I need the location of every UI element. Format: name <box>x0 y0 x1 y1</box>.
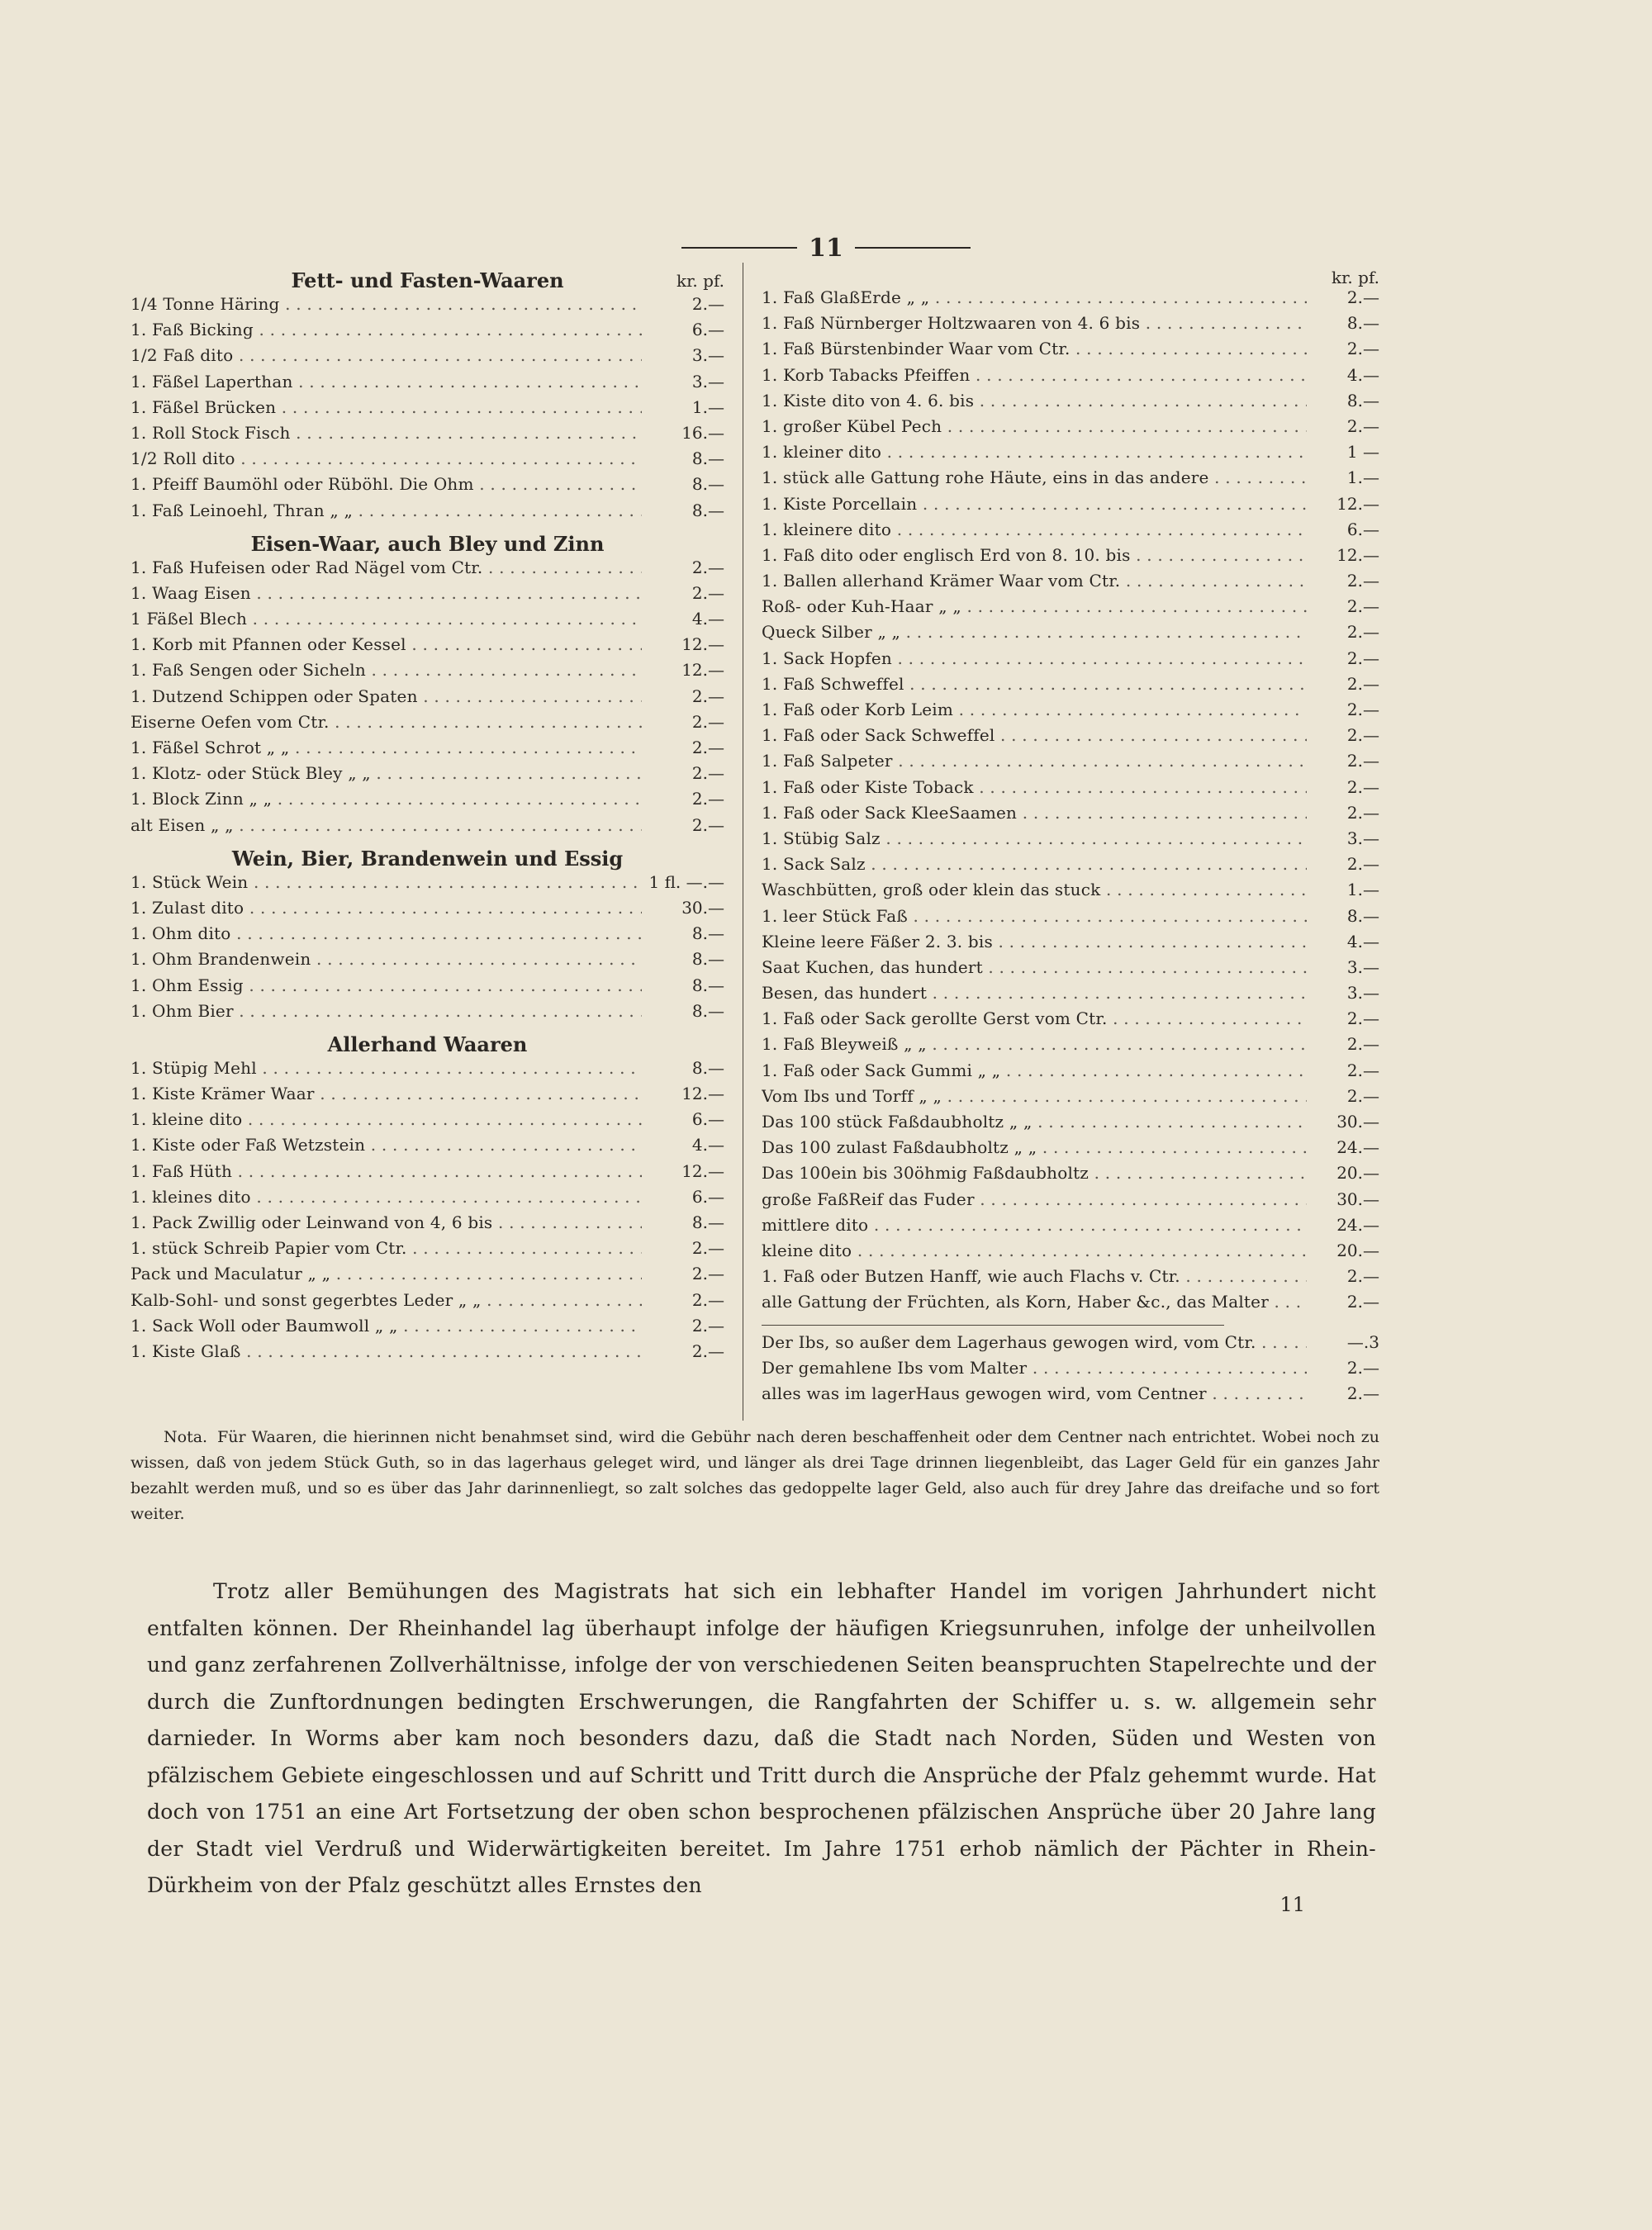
tariff-item-name: 1. leer Stück Faß . . . <box>762 906 1307 926</box>
ornament-line-right <box>855 247 971 249</box>
tariff-item-price: 4.— <box>642 1135 724 1155</box>
tariff-item-price: 12.— <box>642 1084 724 1103</box>
tariff-item-price: 12.— <box>1307 545 1379 565</box>
right-item-list <box>762 287 1379 1318</box>
tariff-row <box>762 339 1379 364</box>
tariff-item-price: 4.— <box>642 609 724 629</box>
tariff-item-name: 1. Kiste Krämer Waar . . . <box>131 1084 642 1103</box>
tariff-row <box>131 789 724 814</box>
tariff-item-price: 4.— <box>1307 365 1379 385</box>
nota-text: Für Waaren, die hierinnen nicht benahmset sind, wird die Gebühr nach deren beschaffenheit oder dem Centner nach entrichtet. Wobei noch zu wissen, daß von jedem Stück Guth, so in das lagerhaus geleget wird, und länger als drei Tage drinnen liegenbleibt, das Lager Geld für ein ganzes Jahr bezahlt werden muß, und so es über das Jahr darinnenliegt, so zalt solches das gedoppelte lager Geld, also auch für drey Jahre das dreifache und so fort weiter. <box>131 1428 1379 1523</box>
tariff-item-price: 12.— <box>642 660 724 680</box>
tariff-item-name: große FaßReif das Fuder . . . <box>762 1189 1307 1209</box>
tariff-item-name: Queck Silber „ „ . . . <box>762 622 1307 642</box>
tariff-row <box>762 1163 1379 1189</box>
tariff-item-name: 1. Kiste Porcellain . . . <box>762 494 1307 514</box>
tariff-item-price: 8.— <box>1307 313 1379 333</box>
tariff-row <box>131 1161 724 1187</box>
tariff-item-price: 2.— <box>1307 596 1379 616</box>
tariff-item-price: 6.— <box>642 320 724 339</box>
tariff-item-price: 1.— <box>1307 880 1379 899</box>
tariff-item-price: 12.— <box>642 634 724 654</box>
tariff-item-name: 1. Zulast dito . . . <box>131 898 642 918</box>
tariff-row <box>762 545 1379 571</box>
tariff-row <box>762 983 1379 1008</box>
tariff-row <box>762 674 1379 700</box>
tariff-row <box>762 700 1379 725</box>
section-heading <box>131 526 724 558</box>
tariff-row <box>131 1290 724 1316</box>
tariff-item-price: 2.— <box>1307 571 1379 591</box>
tariff-row <box>131 1058 724 1084</box>
tariff-row <box>762 467 1379 493</box>
tariff-item-price: 1 fl. —.— <box>642 872 724 892</box>
tariff-item-name: 1. Klotz- oder Stück Bley „ „ . . . <box>131 763 642 783</box>
tariff-item-price: 2.— <box>1307 751 1379 771</box>
tariff-item-name: kleine dito . . . <box>762 1241 1307 1260</box>
tariff-item-name: Pack und Maculatur „ „ . . . <box>131 1264 642 1283</box>
tariff-item-price: 20.— <box>1307 1241 1379 1260</box>
tariff-item-price: 8.— <box>642 949 724 969</box>
tariff-row <box>762 622 1379 648</box>
tariff-row <box>762 1383 1379 1409</box>
tariff-item-name: 1. Faß Bicking . . . <box>131 320 642 339</box>
tariff-row <box>762 1034 1379 1060</box>
tariff-item-name: 1. Korb Tabacks Pfeiffen . . . <box>762 365 1307 385</box>
tariff-row <box>762 442 1379 467</box>
tariff-item-price: 12.— <box>1307 494 1379 514</box>
tariff-item-price: 6.— <box>642 1187 724 1207</box>
tariff-row <box>131 1212 724 1238</box>
tariff-item-price: 2.— <box>1307 287 1379 307</box>
tariff-row <box>762 1008 1379 1034</box>
tariff-item-name: 1. kleinere dito . . . <box>762 520 1307 539</box>
tariff-item-name: 1. Kiste dito von 4. 6. bis . . . <box>762 391 1307 410</box>
tariff-row <box>762 1189 1379 1215</box>
tariff-row <box>131 815 724 841</box>
tariff-item-name: 1. Waag Eisen . . . <box>131 583 642 603</box>
tariff-item-price: 30.— <box>1307 1189 1379 1209</box>
right-unit-header-label: kr. pf. <box>1331 268 1379 287</box>
tariff-item-name: 1. Ohm Bier . . . <box>131 1001 642 1021</box>
tariff-row <box>131 1109 724 1135</box>
page-header-ornament <box>628 231 1024 264</box>
body-paragraph: Trotz aller Bemühungen des Magistrats hat sich ein lebhafter Handel im vorigen Jahrhundert nicht entfalten können. Der Rheinhandel lag überhaupt infolge der häufigen Kriegsunruhen, infolge der unheilvollen und ganz zerfahrenen Zollverhältnisse, infolge der von verschiedenen Seiten beanspruchten Stapelrechte und der durch die Zunftordnungen bedingten Erschwerungen, die Rangfahrten der Schiffer u. s. w. allgemein sehr darnieder. In Worms aber kam noch besonders dazu, daß die Stadt nach Norden, Süden und Westen von pfälzischem Gebiete eingeschlossen und auf Schritt und Tritt durch die Ansprüche der Pfalz gehemmt wurde. Hat doch von 1751 an eine Art Fortsetzung der oben schon besprochenen pfälzischen Ansprüche über 20 Jahre lang der Stadt viel Verdruß und Widerwärtigkeiten bereitet. Im Jahre 1751 erhob nämlich der Pächter in Rhein-Dürkheim von der Pfalz geschützt alles Ernstes den <box>147 1579 1376 1897</box>
tariff-item-name: 1. Kiste Glaß . . . <box>131 1341 642 1361</box>
tariff-item-name: 1. Stück Wein . . . <box>131 872 642 892</box>
right-item-list-after-rule <box>762 1332 1379 1410</box>
tariff-item-name: 1/2 Faß dito . . . <box>131 345 642 365</box>
tariff-item-price: 1.— <box>642 397 724 417</box>
tariff-row <box>131 423 724 448</box>
tariff-item-price: 8.— <box>642 1001 724 1021</box>
tariff-item-name: Roß- oder Kuh-Haar „ „ . . . <box>762 596 1307 616</box>
tariff-item-price: 2.— <box>642 583 724 603</box>
page-number-top: 11 <box>809 233 843 263</box>
tariff-item-price: 2.— <box>642 815 724 835</box>
tariff-item-name: 1. Sack Woll oder Baumwoll „ „ . . . <box>131 1316 642 1336</box>
tariff-item-price: 8.— <box>642 448 724 468</box>
tariff-item-price: 24.— <box>1307 1137 1379 1157</box>
tariff-row <box>131 320 724 345</box>
tariff-item-price: 30.— <box>642 898 724 918</box>
tariff-item-name: 1. Faß Hüth . . . <box>131 1161 642 1181</box>
tariff-item-price: 2.— <box>642 789 724 809</box>
section-title: Fett- und Fasten-Waaren <box>291 268 564 292</box>
tariff-item-price: —.3 <box>1307 1332 1379 1352</box>
tariff-row <box>762 416 1379 442</box>
tariff-row <box>762 287 1379 313</box>
ornament-line-left <box>681 247 797 249</box>
tariff-item-price: 2.— <box>1307 1266 1379 1286</box>
tariff-row <box>131 1238 724 1264</box>
tariff-item-name: 1. Dutzend Schippen oder Spaten . . . <box>131 686 642 706</box>
tariff-row <box>131 872 724 898</box>
tariff-item-price: 24.— <box>1307 1215 1379 1235</box>
tariff-item-name: 1. Fäßel Brücken . . . <box>131 397 642 417</box>
tariff-row <box>762 391 1379 416</box>
tariff-item-name: Das 100ein bis 30öhmig Faßdaubholtz . . . <box>762 1163 1307 1183</box>
tariff-item-price: 1 — <box>1307 442 1379 462</box>
section-heading <box>131 1027 724 1058</box>
tariff-item-name: 1. Faß dito oder englisch Erd von 8. 10. bis . . . <box>762 545 1307 565</box>
tariff-item-price: 8.— <box>642 923 724 943</box>
tariff-item-name: 1. Faß Salpeter . . . <box>762 751 1307 771</box>
tariff-item-price: 8.— <box>642 975 724 995</box>
tariff-item-name: alles was im lagerHaus gewogen wird, vom Centner . . . <box>762 1383 1307 1403</box>
tariff-item-price: 2.— <box>1307 1292 1379 1312</box>
tariff-item-name: 1. Faß Hufeisen oder Rad Nägel vom Ctr. . . . <box>131 558 642 577</box>
tariff-item-price: 3.— <box>1307 957 1379 977</box>
tariff-item-price: 2.— <box>642 1290 724 1310</box>
tariff-item-price: 8.— <box>642 1058 724 1078</box>
section-unit-label: kr. pf. <box>676 271 724 291</box>
tariff-item-name: Kleine leere Fäßer 2. 3. bis . . . <box>762 932 1307 951</box>
tariff-row <box>131 975 724 1001</box>
tariff-item-price: 2.— <box>642 558 724 577</box>
tariff-row <box>131 558 724 583</box>
tariff-item-name: 1. kleines dito . . . <box>131 1187 642 1207</box>
tariff-item-price: 2.— <box>642 763 724 783</box>
tariff-item-price: 2.— <box>1307 777 1379 797</box>
tariff-row <box>131 1341 724 1367</box>
tariff-item-name: 1. Faß oder Sack Gummi „ „ . . . <box>762 1060 1307 1080</box>
tariff-item-price: 2.— <box>642 1341 724 1361</box>
tariff-item-name: Waschbütten, groß oder klein das stuck . . . <box>762 880 1307 899</box>
tariff-row <box>762 880 1379 905</box>
tariff-row <box>131 1187 724 1212</box>
tariff-row <box>762 828 1379 854</box>
tariff-item-price: 2.— <box>1307 648 1379 668</box>
tariff-item-name: 1. Pfeiff Baumöhl oder Rüböhl. Die Ohm . . . <box>131 474 642 494</box>
tariff-item-price: 2.— <box>1307 1034 1379 1054</box>
tariff-item-name: 1/4 Tonne Häring . . . <box>131 294 642 314</box>
section-heading <box>131 841 724 872</box>
tariff-row <box>762 1358 1379 1383</box>
tariff-row <box>762 1137 1379 1163</box>
nota-label: Nota. <box>164 1428 208 1446</box>
right-unit-header <box>762 263 1379 287</box>
tariff-row <box>131 345 724 371</box>
tariff-item-price: 16.— <box>642 423 724 443</box>
page-number-bottom: 11 <box>1279 1893 1305 1916</box>
tariff-row <box>762 648 1379 674</box>
tariff-item-name: mittlere dito . . . <box>762 1215 1307 1235</box>
tariff-row <box>762 365 1379 391</box>
tariff-item-name: 1. Faß GlaßErde „ „ . . . <box>762 287 1307 307</box>
tariff-item-name: 1. Kiste oder Faß Wetzstein . . . <box>131 1135 642 1155</box>
tariff-item-name: 1. Faß Sengen oder Sicheln . . . <box>131 660 642 680</box>
tariff-row <box>762 596 1379 622</box>
tariff-item-price: 2.— <box>1307 725 1379 745</box>
tariff-item-name: Der gemahlene Ibs vom Malter . . . <box>762 1358 1307 1378</box>
tariff-item-price: 30.— <box>1307 1112 1379 1132</box>
tariff-row <box>131 501 724 526</box>
tariff-item-price: 2.— <box>1307 674 1379 694</box>
tariff-left-column <box>131 263 743 1421</box>
tariff-item-name: Der Ibs, so außer dem Lagerhaus gewogen wird, vom Ctr. . . . <box>762 1332 1307 1352</box>
nota-paragraph <box>131 1425 1379 1527</box>
tariff-item-price: 2.— <box>642 738 724 757</box>
tariff-row <box>762 571 1379 596</box>
tariff-row <box>131 738 724 763</box>
tariff-item-price: 8.— <box>1307 906 1379 926</box>
tariff-item-price: 3.— <box>642 372 724 391</box>
tariff-row <box>762 1332 1379 1358</box>
tariff-item-price: 12.— <box>642 1161 724 1181</box>
tariff-row <box>131 660 724 686</box>
tariff-right-column <box>743 263 1379 1421</box>
tariff-row <box>762 1112 1379 1137</box>
tariff-item-price: 3.— <box>642 345 724 365</box>
tariff-item-price: 2.— <box>1307 803 1379 823</box>
tariff-item-name: 1. Faß Nürnberger Holtzwaaren von 4. 6 bis . . . <box>762 313 1307 333</box>
tariff-item-name: 1. Roll Stock Fisch . . . <box>131 423 642 443</box>
tariff-item-price: 8.— <box>1307 391 1379 410</box>
tariff-row <box>762 932 1379 957</box>
tariff-item-name: alle Gattung der Früchten, als Korn, Haber &c., das Malter . . . <box>762 1292 1307 1312</box>
tariff-item-name: 1. Sack Hopfen . . . <box>762 648 1307 668</box>
tariff-item-name: 1. Faß Bürstenbinder Waar vom Ctr. . . . <box>762 339 1307 358</box>
tariff-row <box>131 609 724 634</box>
tariff-row <box>762 1292 1379 1317</box>
tariff-item-price: 2.— <box>1307 416 1379 436</box>
tariff-item-name: 1. Ohm Brandenwein . . . <box>131 949 642 969</box>
tariff-item-name: 1. Faß oder Sack KleeSaamen . . . <box>762 803 1307 823</box>
tariff-item-name: 1. kleine dito . . . <box>131 1109 642 1129</box>
tariff-row <box>131 372 724 397</box>
tariff-item-name: 1. Faß oder Korb Leim . . . <box>762 700 1307 719</box>
tariff-item-price: 1.— <box>1307 467 1379 487</box>
tariff-item-name: 1. Faß oder Sack Schweffel . . . <box>762 725 1307 745</box>
tariff-item-name: alt Eisen „ „ . . . <box>131 815 642 835</box>
tariff-item-price: 4.— <box>1307 932 1379 951</box>
section-heading <box>131 263 724 294</box>
tariff-row <box>131 1135 724 1160</box>
tariff-row <box>762 906 1379 932</box>
tariff-row <box>762 803 1379 828</box>
tariff-item-name: Besen, das hundert . . . <box>762 983 1307 1003</box>
tariff-item-price: 2.— <box>1307 854 1379 874</box>
tariff-item-name: 1. Stübig Salz . . . <box>762 828 1307 848</box>
tariff-item-price: 2.— <box>1307 1383 1379 1403</box>
tariff-row <box>131 686 724 712</box>
tariff-item-name: 1. Faß oder Kiste Toback . . . <box>762 777 1307 797</box>
tariff-row <box>131 763 724 789</box>
tariff-item-name: 1. großer Kübel Pech . . . <box>762 416 1307 436</box>
tariff-item-price: 2.— <box>642 686 724 706</box>
tariff-item-price: 6.— <box>642 1109 724 1129</box>
tariff-row <box>131 712 724 738</box>
tariff-item-price: 8.— <box>642 474 724 494</box>
tariff-item-price: 20.— <box>1307 1163 1379 1183</box>
tariff-row <box>131 583 724 609</box>
tariff-item-name: 1 Fäßel Blech . . . <box>131 609 642 629</box>
tariff-item-name: 1. Ballen allerhand Krämer Waar vom Ctr. . . . <box>762 571 1307 591</box>
tariff-item-name: 1. kleiner dito . . . <box>762 442 1307 462</box>
tariff-item-name: Das 100 stück Faßdaubholtz „ „ . . . <box>762 1112 1307 1132</box>
tariff-row <box>762 854 1379 880</box>
tariff-row <box>762 1241 1379 1266</box>
tariff-item-name: 1. Fäßel Schrot „ „ . . . <box>131 738 642 757</box>
tariff-row <box>131 1084 724 1109</box>
tariff-item-name: 1. Ohm dito . . . <box>131 923 642 943</box>
tariff-item-name: 1. Faß oder Butzen Hanff, wie auch Flachs v. Ctr. . . . <box>762 1266 1307 1286</box>
tariff-item-price: 2.— <box>642 1316 724 1336</box>
tariff-row <box>131 294 724 320</box>
tariff-item-name: 1. Ohm Essig . . . <box>131 975 642 995</box>
section-title: Eisen-Waar, auch Bley und Zinn <box>250 531 605 556</box>
tariff-item-name: 1. Sack Salz . . . <box>762 854 1307 874</box>
tariff-item-price: 2.— <box>642 294 724 314</box>
tariff-item-name: 1. Stüpig Mehl . . . <box>131 1058 642 1078</box>
tariff-row <box>762 1086 1379 1112</box>
tariff-row <box>762 957 1379 983</box>
tariff-item-price: 2.— <box>1307 1008 1379 1028</box>
tariff-item-price: 2.— <box>1307 339 1379 358</box>
tariff-item-name: 1. Faß Leinoehl, Thran „ „ . . . <box>131 501 642 520</box>
tariff-row <box>131 474 724 500</box>
tariff-row <box>131 923 724 949</box>
tariff-item-name: Vom Ibs und Torff „ „ . . . <box>762 1086 1307 1106</box>
tariff-row <box>762 777 1379 803</box>
tariff-table <box>131 263 1379 1421</box>
tariff-item-name: Eiserne Oefen vom Ctr. . . . <box>131 712 642 732</box>
tariff-item-price: 2.— <box>1307 700 1379 719</box>
tariff-row <box>762 1060 1379 1086</box>
tariff-item-name: Kalb-Sohl- und sonst gegerbtes Leder „ „ . . . <box>131 1290 642 1310</box>
tariff-item-name: 1. Faß Bleyweiß „ „ . . . <box>762 1034 1307 1054</box>
tariff-row <box>762 1266 1379 1292</box>
tariff-row <box>131 1001 724 1027</box>
tariff-item-name: 1/2 Roll dito . . . <box>131 448 642 468</box>
tariff-item-price: 8.— <box>642 1212 724 1232</box>
tariff-item-price: 6.— <box>1307 520 1379 539</box>
tariff-item-price: 2.— <box>642 712 724 732</box>
tariff-item-price: 2.— <box>1307 1358 1379 1378</box>
tariff-row <box>131 1316 724 1341</box>
tariff-row <box>762 313 1379 339</box>
tariff-item-price: 2.— <box>1307 1060 1379 1080</box>
tariff-row <box>762 725 1379 751</box>
tariff-item-price: 3.— <box>1307 983 1379 1003</box>
tariff-item-name: 1. Fäßel Laperthan . . . <box>131 372 642 391</box>
tariff-item-name: 1. Korb mit Pfannen oder Kessel . . . <box>131 634 642 654</box>
tariff-item-price: 8.— <box>642 501 724 520</box>
tariff-item-price: 2.— <box>642 1264 724 1283</box>
section-title: Wein, Bier, Brandenwein und Essig <box>231 846 624 871</box>
tariff-item-name: 1. stück alle Gattung rohe Häute, eins in das andere . . . <box>762 467 1307 487</box>
tariff-item-name: 1. Faß oder Sack gerollte Gerst vom Ctr. . . . <box>762 1008 1307 1028</box>
tariff-item-name: Saat Kuchen, das hundert . . . <box>762 957 1307 977</box>
tariff-item-price: 2.— <box>642 1238 724 1258</box>
tariff-row <box>762 1215 1379 1241</box>
tariff-item-name: 1. Faß Schweffel . . . <box>762 674 1307 694</box>
tariff-row <box>131 634 724 660</box>
tariff-item-name: Das 100 zulast Faßdaubholtz „ „ . . . <box>762 1137 1307 1157</box>
tariff-item-name: 1. Block Zinn „ „ . . . <box>131 789 642 809</box>
tariff-item-name: 1. stück Schreib Papier vom Ctr. . . . <box>131 1238 642 1258</box>
tariff-row <box>131 1264 724 1289</box>
tariff-row <box>762 520 1379 545</box>
tariff-row <box>762 494 1379 520</box>
section-title: Allerhand Waaren <box>327 1032 528 1056</box>
tariff-item-price: 3.— <box>1307 828 1379 848</box>
tariff-row <box>131 448 724 474</box>
separator-rule <box>762 1325 1224 1326</box>
tariff-row <box>131 949 724 975</box>
tariff-row <box>131 898 724 923</box>
tariff-item-name: 1. Pack Zwillig oder Leinwand von 4, 6 bis . . . <box>131 1212 642 1232</box>
tariff-item-price: 2.— <box>1307 622 1379 642</box>
tariff-row <box>131 397 724 423</box>
tariff-item-price: 2.— <box>1307 1086 1379 1106</box>
tariff-row <box>762 751 1379 776</box>
